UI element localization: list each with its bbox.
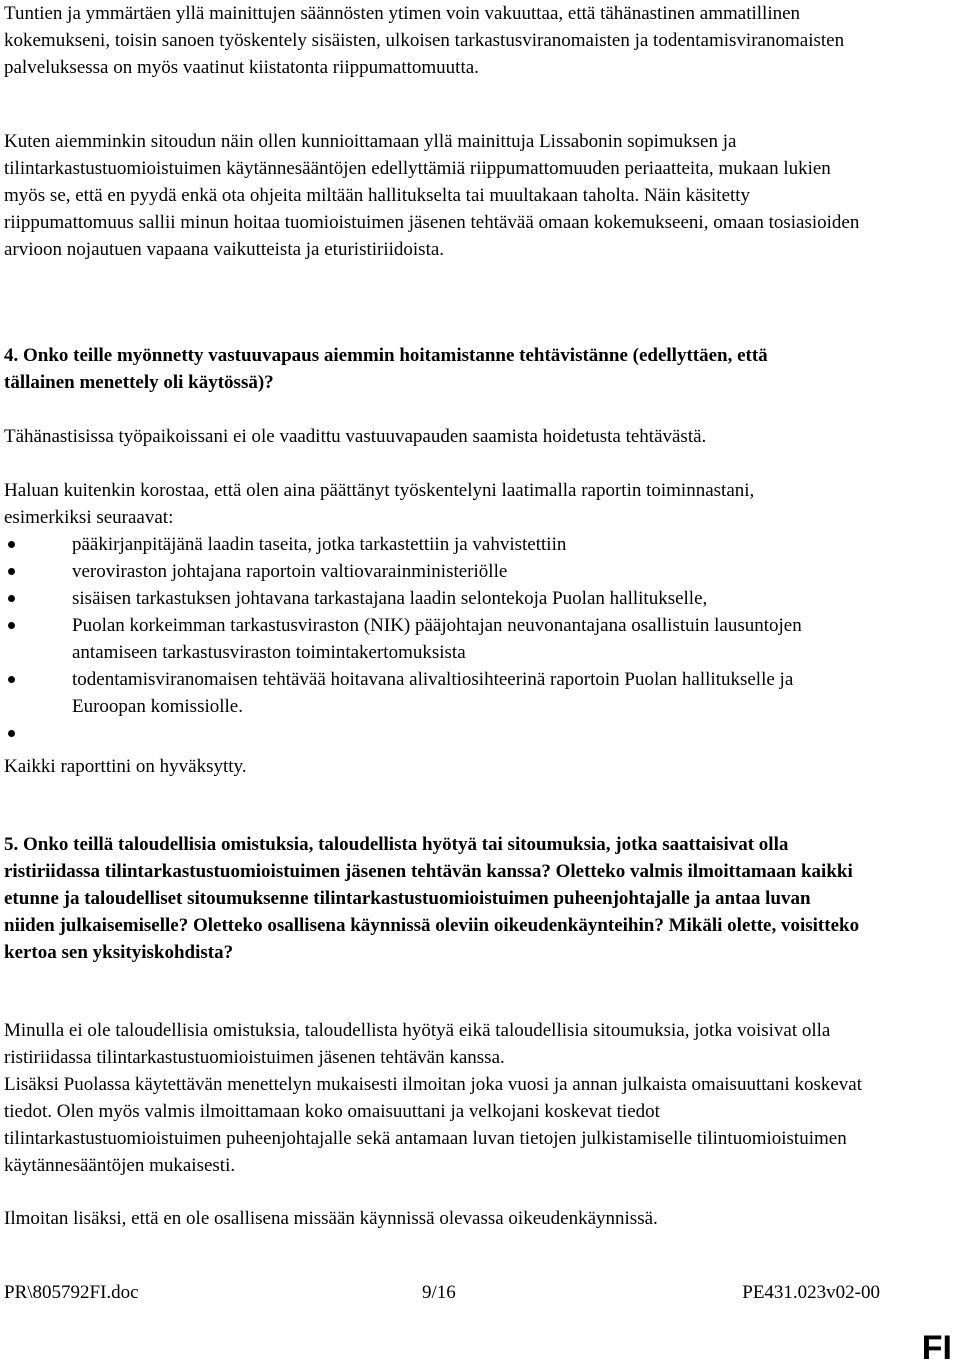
list-item: pääkirjanpitäjänä laadin taseita, jotka tarkastettiin ja vahvistettiin	[4, 531, 884, 558]
page-number: 9/16	[422, 1282, 456, 1303]
reporting-list	[4, 531, 884, 747]
question-5-heading: 5. Onko teillä taloudellisia omistuksia, taloudellista hyötyä tai sitoumuksia, jotka saattaisivat olla ristiriidassa tilintarkastustuomioistuimen jäsenen tehtävän kanssa? Oletteko valmis ilmoittamaan kaikki etunne ja taloudelliset sitoumuksenne tilintarkastustuomioistuimen puheenjohtajalle ja antaa luvan niiden julkaisemiselle? Oletteko osallisena käynnissä oleviin oikeudenkäynteihin? Mikäli olette, voisitteko kertoa sen yksityiskohdista?	[4, 834, 860, 963]
paragraph-independence-commitment: Kuten aiemminkin sitoudun näin ollen kunnioittamaan yllä mainittuja Lissabonin sopimuksen ja tilintarkastustuomioistuimen käytännesääntöjen edellyttämiä riippumattomuuden periaatteita, mukaan lukien myös se, että en pyydä enkä ota ohjeita miltään hallitukselta tai muultakaan taholta. Näin käsitetty riippumattomuus sallii minun hoitaa tuomioistuimen jäsenen tehtävää omaan kokemukseeni, omaan tosiasioiden arvioon nojautuen vapaana vaikutteista ja eturistiriidoista.	[4, 131, 860, 260]
list-item: veroviraston johtajana raportoin valtiovarainministeriölle	[4, 558, 884, 585]
question-4-heading: 4. Onko teille myönnetty vastuuvapaus aiemmin hoitamistanne tehtävistänne (edellyttäen, että tällainen menettely oli käytössä)?	[4, 345, 768, 393]
list-item: sisäisen tarkastuksen johtavana tarkastajana laadin selontekoja Puolan hallitukselle,	[4, 585, 884, 612]
answer-5-no-interests: Minulla ei ole taloudellisia omistuksia, taloudellista hyötyä eikä taloudellisia sitoumuksia, jotka voisivat olla ristiriidassa tilintarkastustuomioistuimen jäsenen tehtävän kanssa.	[4, 1020, 831, 1068]
reports-approved: Kaikki raporttini on hyväksytty.	[4, 756, 247, 777]
list-item-empty	[4, 720, 884, 747]
document-reference: PR\805792FI.doc	[4, 1282, 139, 1303]
answer-4-text: Tähänastisissa työpaikoissani ei ole vaadittu vastuuvapauden saamista hoidetusta tehtävästä.	[4, 426, 707, 447]
reporting-intro: Haluan kuitenkin korostaa, että olen aina päättänyt työskentelyni laatimalla raportin toiminnastani, esimerkiksi seuraavat:	[4, 480, 755, 528]
list-item: Puolan korkeimman tarkastusviraston (NIK) pääjohtajan neuvonantajana osallistuin lausuntojen antamiseen tarkastusviraston toimintakertomuksista	[4, 612, 884, 666]
answer-5-no-litigation: Ilmoitan lisäksi, että en ole osallisena missään käynnissä olevassa oikeudenkäynnissä.	[4, 1208, 658, 1229]
answer-5-declaration: Lisäksi Puolassa käytettävän menettelyn mukaisesti ilmoitan joka vuosi ja annan julkaista omaisuuttani koskevat tiedot. Olen myös valmis ilmoittamaan koko omaisuuttani ja velkojani koskevat tiedot tilintarkastustuomioistuimen puheenjohtajalle sekä antamaan luvan tietojen julkistamiselle tilintuomioistuimen käytännesääntöjen mukaisesti.	[4, 1074, 862, 1176]
language-code: FI	[921, 1329, 952, 1367]
list-item: todentamisviranomaisen tehtävää hoitavana alivaltiosihteerinä raportoin Puolan hallitukselle ja Euroopan komissiolle.	[4, 666, 884, 720]
pe-reference: PE431.023v02-00	[742, 1282, 880, 1303]
paragraph-independence-experience: Tuntien ja ymmärtäen yllä mainittujen säännösten ytimen voin vakuuttaa, että tähänastinen ammatillinen kokemukseni, toisin sanoen työskentely sisäisten, ulkoisen tarkastusviranomaisten ja todentamisviranomaisten palveluksessa on myös vaatinut kiistatonta riippumattomuutta.	[4, 3, 845, 78]
